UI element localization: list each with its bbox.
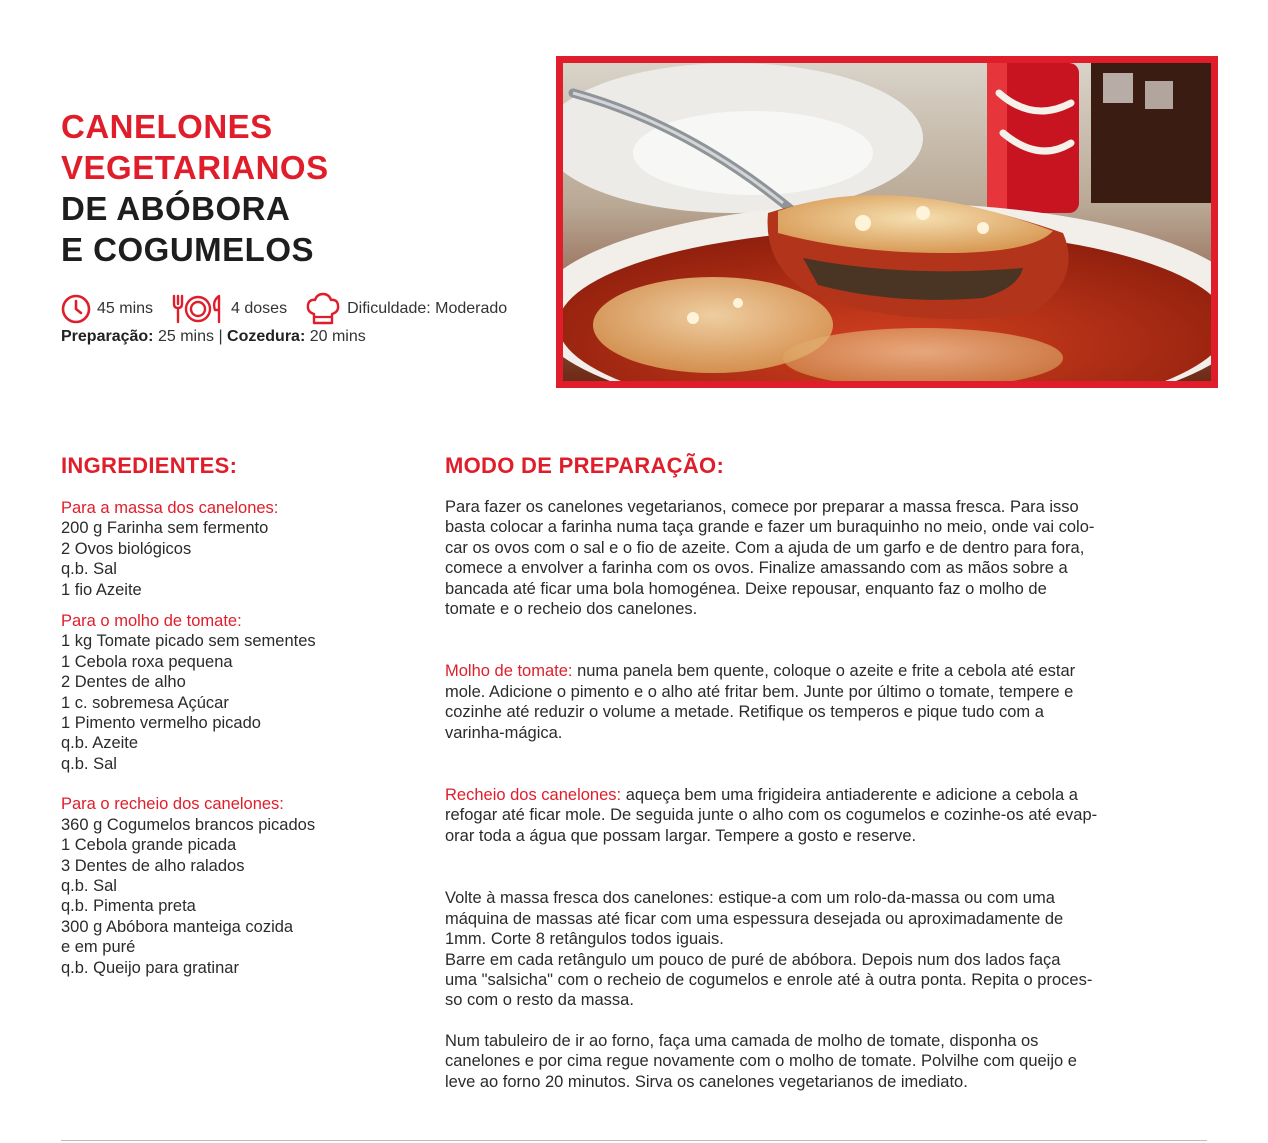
- list-item: 1 fio Azeite: [61, 580, 142, 599]
- recipe-meta: [61, 292, 525, 326]
- list-item: 2 Dentes de alho: [61, 673, 186, 692]
- preparation-steps: [445, 497, 1220, 1092]
- separator: |: [218, 328, 223, 345]
- list-item: q.b. Pimenta preta: [61, 897, 196, 916]
- list-item: 200 g Farinha sem fermento: [61, 519, 269, 538]
- difficulty: Dificuldade: Moderado: [347, 300, 508, 317]
- prep-time: 25 mins: [157, 328, 214, 345]
- title-line-1: CANELONES: [61, 108, 273, 145]
- ingredient-group-sauce: [61, 611, 421, 774]
- prep-text-filling: aqueça bem uma frigideira antiaderente e adicione a cebola a refogar até ficar mole. De seguida junte o alho com os cogumelos e cozinhe-os até evap- orar toda a água que possam largar. Tempere a gosto e reserve.: [445, 786, 1098, 845]
- prep-paragraph-filling: [445, 785, 1220, 846]
- ingredient-group-title: Para o recheio dos canelones:: [61, 795, 284, 814]
- prep-cook-times: [61, 328, 366, 346]
- list-item: 1 Pimento vermelho picado: [61, 714, 261, 733]
- footer-divider: [61, 1140, 1207, 1141]
- cutlery-plate-icon: [171, 293, 225, 325]
- chef-hat-icon: [305, 292, 341, 326]
- ingredient-group-dough: [61, 498, 421, 600]
- list-item: 1 Cebola roxa pequena: [61, 652, 233, 671]
- prep-paragraph-sauce: [445, 661, 1220, 743]
- ingredients-heading: INGREDIENTES:: [61, 453, 238, 478]
- prep-paragraph-dough: Para fazer os canelones vegetarianos, comece por preparar a massa fresca. Para isso basta colocar a farinha numa taça grande e fazer um buraquinho no meio, onde vai colo- car os ovos com o sal e o fio de azeite. Com a ajuda de um garfo e de dentro para fora, comece a envolver a farinha com os ovos. Finalize amassando com as mãos sobre a bancada até ficar uma bola homogénea. Deixe repousar, enquanto faz o molho de tomate e o recheio dos canelones.: [445, 498, 1095, 619]
- total-time: 45 mins: [97, 300, 154, 317]
- prep-text-sauce: numa panela bem quente, coloque o azeite e frite a cebola até estar mole. Adicione o pimento e o alho até fritar bem. Junte por último o tomate, tempere e cozinhe até reduzir o volume a metade. Retifique os temperos e pique tudo com a varinha-mágica.: [445, 662, 1076, 742]
- list-item: q.b. Sal: [61, 560, 117, 579]
- list-item: 300 g Abóbora manteiga cozida: [61, 917, 294, 936]
- ingredient-group-title: Para o molho de tomate:: [61, 612, 242, 631]
- list-item: 360 g Cogumelos brancos picados: [61, 815, 316, 834]
- list-item: 3 Dentes de alho ralados: [61, 856, 245, 875]
- ingredient-items: [61, 518, 421, 600]
- prep-paragraph-baking: Num tabuleiro de ir ao forno, faça uma camada de molho de tomate, disponha os canelones e por cima regue novamente com o molho de tomate. Polvilhe com queijo e leve ao forno 20 minutos. Sirva os canelones vegetarianos de imediato.: [445, 1031, 1077, 1091]
- list-item: q.b. Azeite: [61, 734, 139, 753]
- recipe-photo: [556, 56, 1218, 388]
- prep-label-sauce: Molho de tomate:: [445, 662, 573, 681]
- servings-info: [171, 293, 287, 325]
- ingredients-list: [61, 498, 421, 989]
- clock-icon: [61, 294, 91, 324]
- prep-label: Preparação:: [61, 328, 154, 345]
- ingredient-group-title: Para a massa dos canelones:: [61, 499, 279, 517]
- dish-illustration: [563, 63, 1211, 381]
- cook-label: Cozedura:: [227, 328, 306, 345]
- list-item: 1 Cebola grande picada: [61, 836, 237, 855]
- list-item: q.b. Queijo para gratinar: [61, 958, 239, 977]
- servings: 4 doses: [231, 300, 288, 317]
- ingredient-group-filling: [61, 794, 421, 978]
- cook-time: 20 mins: [309, 328, 366, 345]
- ingredient-items: [61, 815, 421, 978]
- prep-paragraph-assembly: Volte à massa fresca dos canelones: estique-a com um rolo-da-massa ou com uma máquina de massas até ficar com uma espessura desejada ou aproximadamente de 1mm. Corte 8 retângulos todos iguais. Barre em cada retângulo um pouco de puré de abóbora. Depois num dos lados faça uma "salsicha" com o recheio de cogumelos e enrole até à outra ponta. Repita o proces- so com o resto da massa.: [445, 889, 1093, 1010]
- ingredient-items: [61, 631, 421, 774]
- list-item: e em puré: [61, 938, 136, 957]
- prep-label-filling: Recheio dos canelones:: [445, 786, 622, 805]
- difficulty-info: [305, 292, 507, 326]
- title-line-2: VEGETARIANOS: [61, 149, 329, 186]
- title-line-4: E COGUMELOS: [61, 231, 315, 268]
- list-item: 1 kg Tomate picado sem sementes: [61, 632, 316, 651]
- title-line-3: DE ABÓBORA: [61, 190, 291, 227]
- list-item: 2 Ovos biológicos: [61, 539, 192, 558]
- list-item: 1 c. sobremesa Açúcar: [61, 693, 229, 712]
- preparation-heading: MODO DE PREPARAÇÃO:: [445, 453, 725, 478]
- time-info: [61, 294, 153, 324]
- list-item: q.b. Sal: [61, 754, 117, 773]
- list-item: q.b. Sal: [61, 876, 117, 895]
- recipe-title: [61, 106, 329, 270]
